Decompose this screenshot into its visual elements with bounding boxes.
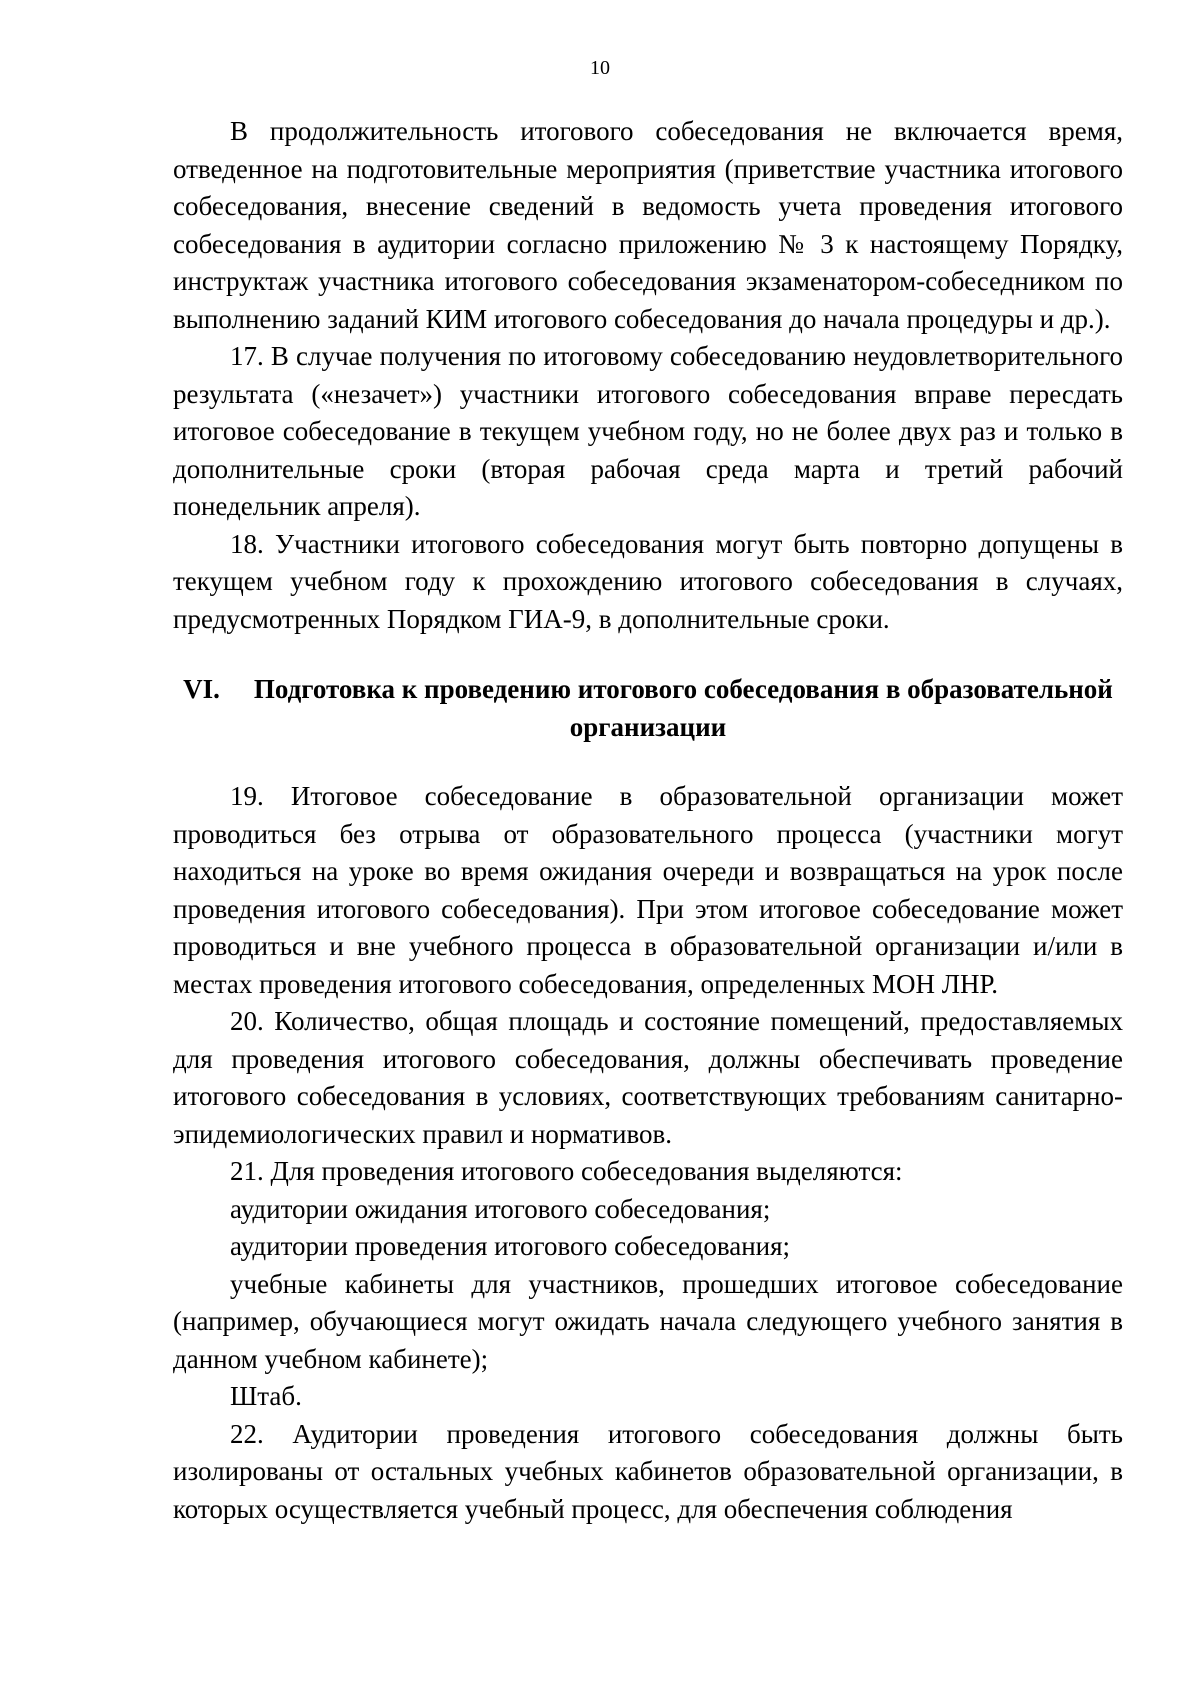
paragraph-duration: В продолжительность итогового собеседования не включается время, отведенное на подготовительные мероприятия (приветствие участника итогового собеседования, внесение сведений в ведомость учета проведения итогового собеседования в аудитории согласно приложению № 3 к настоящему Порядку, инструктаж участника итогового собеседования экзаменатором-собеседником по выполнению заданий КИМ итогового собеседования до начала процедуры и др.). bbox=[173, 116, 1123, 334]
section-heading bbox=[173, 670, 1123, 746]
page-number: 10 bbox=[590, 57, 610, 79]
list-item-exam-rooms: аудитории проведения итогового собеседования; bbox=[230, 1231, 791, 1261]
document-body bbox=[173, 113, 1123, 1528]
paragraph-20: 20. Количество, общая площадь и состояние помещений, предоставляемых для проведения итогового собеседования, должны обеспечивать проведение итогового собеседования в условиях, соответствующих требованиям санитарно-эпидемиологических правил и нормативов. bbox=[173, 1006, 1123, 1149]
paragraph-21: 21. Для проведения итогового собеседования выделяются: bbox=[230, 1156, 903, 1186]
paragraph-19: 19. Итоговое собеседование в образовательной организации может проводиться без отрыва от образовательного процесса (участники могут находиться на уроке во время ожидания очереди и возвращаться на урок после проведения итогового собеседования). При этом итоговое собеседование может проводиться и вне учебного процесса в образовательной организации и/или в местах проведения итогового собеседования, определенных МОН ЛНР. bbox=[173, 781, 1123, 999]
paragraph-22: 22. Аудитории проведения итогового собеседования должны быть изолированы от остальных учебных кабинетов образовательной организации, в которых осуществляется учебный процесс, для обеспечения соблюдения bbox=[173, 1418, 1123, 1524]
list-item-headquarters: Штаб. bbox=[230, 1381, 302, 1411]
list-item-waiting-rooms: аудитории ожидания итогового собеседования; bbox=[230, 1193, 771, 1224]
section-title: Подготовка к проведению итогового собеседования в образовательной организации bbox=[253, 674, 1113, 742]
list-item-classrooms: учебные кабинеты для участников, прошедших итоговое собеседование (например, обучающиеся могут ожидать начала следующего учебного занятия в данном учебном кабинете); bbox=[173, 1268, 1123, 1374]
paragraph-18: 18. Участники итогового собеседования могут быть повторно допущены в текущем учебном году к прохождению итогового собеседования в случаях, предусмотренных Порядком ГИА-9, в дополнительные сроки. bbox=[173, 528, 1123, 634]
section-numeral: VI. bbox=[183, 674, 220, 704]
paragraph-17: 17. В случае получения по итоговому собеседованию неудовлетворительного результата («незачет») участники итогового собеседования вправе пересдать итоговое собеседование в текущем учебном году, но не более двух раз и только в дополнительные сроки (вторая рабочая среда марта и третий рабочий понедельник апреля). bbox=[173, 341, 1123, 521]
